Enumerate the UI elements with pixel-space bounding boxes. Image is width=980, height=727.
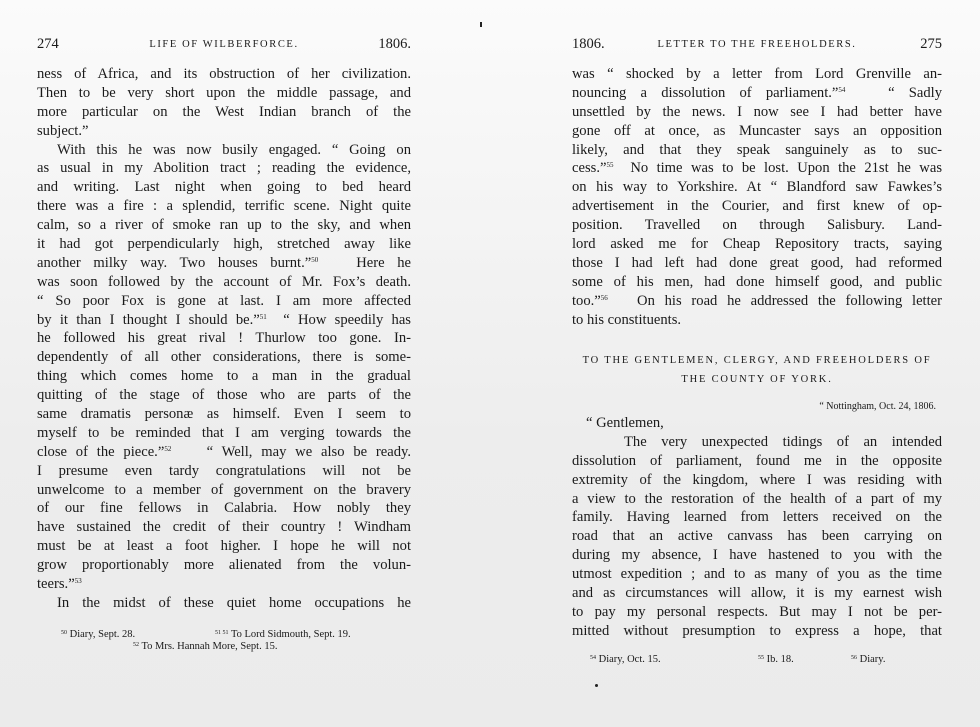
footnote-mark: 52	[133, 642, 139, 648]
running-year: 1806.	[572, 36, 605, 52]
text-line: have sustained the credit of their country ! Windham	[37, 519, 411, 536]
footnote-ref: 54	[838, 85, 846, 94]
text-line	[572, 84, 942, 103]
text-line: The very unexpected tidings of an intended	[624, 433, 942, 450]
text-line: position. Travelled on through Salisbury. Land-	[572, 217, 942, 234]
text-segment: “ Sadly	[888, 84, 942, 101]
footnote-mark: 55	[758, 655, 764, 661]
text-line: gone off at once, as Muncaster says an opposition	[572, 122, 942, 139]
text-line: those I had left had done great good, had reformed	[572, 254, 942, 271]
text-line: was soon followed by the account of Mr. Fox’s death.	[37, 273, 411, 290]
text-line: and writing. Last night when going to bed heard	[37, 179, 411, 196]
text-line: it had got perpendicularly high, stretched away like	[37, 236, 411, 253]
text-line: ness of Africa, and its obstruction of her civilization.	[37, 66, 411, 82]
text-line: more particular on the West Indian branch of the	[37, 103, 411, 120]
text-line: likely, and that they speak sanguinely as to suc-	[572, 141, 942, 158]
footnote-ref: 51	[259, 312, 267, 321]
text-line: myself to be reminded that I am verging towards the	[37, 424, 411, 441]
text-line: I presume even tardy congratulations will not be	[37, 462, 411, 479]
text-line: advertisement in the Courier, and first knew of op-	[572, 198, 942, 215]
text-line	[37, 311, 411, 330]
footnote	[758, 653, 794, 666]
letter-address	[572, 351, 942, 389]
letter-body	[572, 414, 942, 641]
text-line: and as circumstances will allow, it is my earnest wish	[572, 585, 942, 602]
text-line: there was a fire : a splendid, terrific scene. Night quite	[37, 198, 411, 215]
print-mark	[480, 22, 482, 27]
text-line: unsettled by the news. I now see I had better have	[572, 103, 942, 120]
text-line: during my absence, I have hastened to you with the	[572, 547, 942, 564]
footnote	[590, 653, 661, 666]
text-line: grow proportionably more alienated from the volun-	[37, 557, 411, 574]
text-line	[37, 575, 411, 594]
text-segment: close of the piece.”	[37, 443, 165, 460]
text-line: as usual in my Abolition tract ; reading the evidence,	[37, 160, 411, 177]
text-line: unwelcome to a member of government on the bravery	[37, 481, 411, 498]
text-line: was “ shocked by a letter from Lord Grenville an-	[572, 66, 942, 82]
text-line: a view to the restoration of the health of a part of my	[572, 490, 942, 507]
address-line: THE COUNTY OF YORK.	[681, 374, 833, 385]
footnote	[61, 628, 135, 641]
text-line: quitting of the stage of those who are parts of the	[37, 387, 411, 404]
text-line: must be at least a foot higher. I hope he will not	[37, 538, 411, 555]
text-segment: cess.”	[572, 160, 607, 177]
footnote-mark: 51 51	[215, 630, 229, 636]
text-line	[572, 159, 942, 178]
footnote-ref: 52	[164, 444, 172, 453]
text-line: dissolution of parliament, found me in the opposite	[572, 452, 942, 469]
footnote-ref: 56	[600, 293, 608, 302]
text-line: In the midst of these quiet home occupations he	[57, 594, 411, 611]
text-line	[37, 443, 411, 462]
footnote-text: Ib. 18.	[766, 654, 794, 665]
running-title: LIFE OF WILBERFORCE.	[149, 39, 299, 50]
text-line: mitted without presumption to express a hope, that	[572, 622, 942, 639]
text-line: some of his men, had done himself good, and public	[572, 273, 942, 290]
footnote-ref: 53	[74, 577, 82, 586]
body-text	[37, 65, 411, 613]
text-line: family. Having learned from letters received on the	[572, 509, 942, 526]
print-mark	[595, 684, 598, 687]
letter-dateline: “ Nottingham, Oct. 24, 1806.	[819, 401, 936, 412]
text-line: to his constituents.	[572, 311, 682, 328]
text-line: road that an active canvass has been carrying on	[572, 528, 942, 545]
text-segment: by it than I thought I should be.”	[37, 311, 260, 328]
running-year: 1806.	[378, 36, 411, 52]
text-line	[37, 254, 411, 273]
text-segment: No time was to be lost. Upon the 21st he was	[630, 160, 942, 177]
text-segment: nouncing a dissolution of parliament.”	[572, 84, 839, 101]
text-line: on his way to Yorkshire. At “ Blandford saw Fawkes’s	[572, 179, 942, 196]
body-text	[572, 65, 942, 329]
footnote-ref: 50	[311, 255, 319, 264]
text-line: of our fine fellows in Calabria. How nobly they	[37, 500, 411, 517]
running-head	[572, 36, 942, 54]
salutation: “ Gentlemen,	[586, 415, 664, 431]
text-segment: teers.”	[37, 576, 75, 593]
text-line: thing which comes home to a man in the gradual	[37, 368, 411, 385]
text-line: dependently of all other considerations, there is some-	[37, 349, 411, 366]
text-segment: too.”	[572, 292, 601, 309]
text-line: utmost expedition ; and to as many of you as the time	[572, 566, 942, 583]
text-line: he followed his great rival ! Thurlow too gone. In-	[37, 330, 411, 347]
text-line: extremity of the kingdom, where I was residing with	[572, 471, 942, 488]
footnote-text: Diary, Sept. 28.	[69, 629, 136, 640]
text-segment: On his road he addressed the following letter	[637, 292, 942, 309]
text-line: lord asked me for Cheap Repository tracts, saying	[572, 236, 942, 253]
footnote-text: Diary, Oct. 15.	[598, 654, 661, 665]
footnote-ref: 55	[606, 161, 614, 170]
text-segment: “ Well, may we also be ready.	[206, 443, 412, 460]
footnote-text: To Mrs. Hannah More, Sept. 15.	[141, 641, 278, 652]
text-segment: “ How speedily has	[283, 311, 411, 328]
footnote	[851, 653, 885, 666]
footnote-mark: 56	[851, 655, 857, 661]
running-title: LETTER TO THE FREEHOLDERS.	[657, 39, 857, 50]
text-line: subject.”	[37, 122, 89, 139]
text-line	[572, 292, 942, 311]
page-number: 275	[920, 36, 942, 52]
footnote-mark: 50	[61, 630, 67, 636]
footnote-text: To Lord Sidmouth, Sept. 19.	[230, 629, 351, 640]
address-line: TO THE GENTLEMEN, CLERGY, AND FREEHOLDERS OF	[582, 355, 932, 366]
text-line: Then to be very short upon the middle passage, and	[37, 84, 411, 101]
footnote-text: Diary.	[859, 654, 886, 665]
footnote-mark: 54	[590, 655, 596, 661]
page-number: 274	[37, 36, 59, 52]
text-segment: Here he	[356, 254, 411, 271]
text-line: calm, so a river of smoke ran up to the sky, and when	[37, 217, 411, 234]
text-line: With this he was now busily engaged. “ Going on	[57, 141, 411, 158]
text-segment: another milky way. Two houses burnt.”	[37, 254, 312, 271]
text-line: same dramatis personæ as himself. Even I seem to	[37, 406, 411, 423]
text-line: to pay my personal respects. But may I not be per-	[572, 603, 942, 620]
text-line: “ So poor Fox is gone at last. I am more affected	[37, 292, 411, 309]
running-head	[37, 36, 411, 54]
footnote	[133, 640, 277, 653]
